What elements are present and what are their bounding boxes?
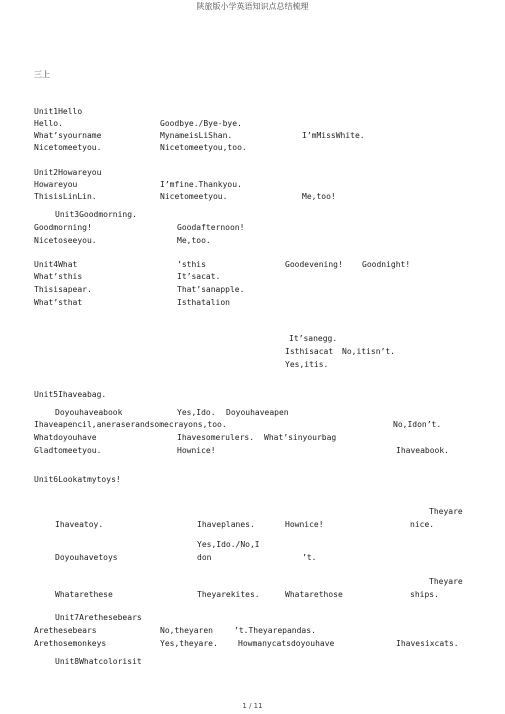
phrase: Gladtomeetyou. bbox=[34, 446, 102, 455]
unit-heading: Unit3Goodmorning. bbox=[55, 210, 137, 219]
phrase: What’sthis bbox=[34, 272, 83, 281]
phrase: It’sacat. bbox=[177, 272, 221, 281]
phrase: ’t. bbox=[302, 553, 317, 562]
phrase: I’mfine.Thankyou. bbox=[160, 180, 242, 189]
phrase: Isthisacat bbox=[285, 347, 334, 356]
phrase: Me,too. bbox=[177, 236, 211, 245]
phrase: ’t.Theyarepandas. bbox=[234, 626, 316, 635]
phrase: Arethesebears bbox=[34, 626, 97, 635]
phrase: What’sinyourbag bbox=[264, 433, 337, 442]
phrase: Yes,itis. bbox=[285, 360, 329, 369]
phrase: Nicetomeetyou. bbox=[160, 192, 228, 201]
phrase: Theyarekites. bbox=[197, 590, 260, 599]
phrase: Nicetomeetyou,too. bbox=[160, 143, 247, 152]
phrase: Whatdoyouhave bbox=[34, 433, 97, 442]
phrase: don bbox=[197, 553, 212, 562]
phrase: Nicetomeetyou. bbox=[34, 143, 102, 152]
phrase: What’syourname bbox=[34, 131, 102, 140]
phrase: Goodevening! bbox=[285, 260, 343, 269]
phrase: Isthatalion bbox=[177, 298, 230, 307]
phrase: ThisisLinLin. bbox=[34, 192, 97, 201]
phrase: Ihaveabook. bbox=[396, 446, 449, 455]
phrase: Goodbye./Bye-bye. bbox=[160, 119, 242, 128]
phrase: nice. bbox=[410, 520, 435, 529]
unit-heading: Unit5Ihaveabag. bbox=[34, 390, 107, 399]
phrase: What’sthat bbox=[34, 298, 83, 307]
page-number: 1 / 11 bbox=[242, 702, 263, 710]
phrase: Arethosemonkeys bbox=[34, 639, 107, 648]
phrase: Doyouhaveapen bbox=[226, 408, 289, 417]
phrase: Howmanycatsdoyouhave bbox=[238, 639, 335, 648]
phrase: Hownice! bbox=[285, 520, 324, 529]
phrase: Hello. bbox=[34, 119, 63, 128]
phrase: Whatarethese bbox=[55, 590, 113, 599]
phrase: Yes,theyare. bbox=[160, 639, 218, 648]
phrase: ships. bbox=[410, 590, 439, 599]
phrase: It’sanegg. bbox=[289, 334, 338, 343]
phrase: Ihaveplanes. bbox=[197, 520, 255, 529]
phrase: Thisisapear. bbox=[34, 285, 92, 294]
phrase: Whatarethose bbox=[285, 590, 343, 599]
phrase: Ihaveapencil,aneraserandsomecrayons,too. bbox=[34, 420, 227, 429]
phrase: No,theyaren bbox=[160, 626, 213, 635]
phrase: Nicetoseeyou. bbox=[34, 236, 97, 245]
phrase: Ihavesomerulers. bbox=[177, 433, 255, 442]
phrase: Me,too! bbox=[302, 192, 336, 201]
phrase: ’sthis bbox=[177, 260, 206, 269]
phrase: Yes,Ido./No,I bbox=[197, 540, 260, 549]
phrase: Doyouhaveabook bbox=[55, 408, 123, 417]
phrase: Goodnight! bbox=[362, 260, 411, 269]
phrase: Ihaveatoy. bbox=[55, 520, 104, 529]
section-title: 三上 bbox=[34, 70, 50, 79]
phrase: Goodmorning! bbox=[34, 223, 92, 232]
page-header: 陕旅版小学英语知识点总结梳理 bbox=[196, 2, 309, 11]
phrase: No,Idon’t. bbox=[393, 420, 442, 429]
unit-heading: Unit6Lookatmytoys! bbox=[34, 475, 121, 484]
phrase: Yes,Ido. bbox=[177, 408, 216, 417]
unit-heading: Unit4What bbox=[34, 260, 78, 269]
unit-heading: Unit1Hello bbox=[34, 107, 83, 116]
unit-heading: Unit7Arethesebears bbox=[55, 613, 142, 622]
phrase: Doyouhavetoys bbox=[55, 553, 118, 562]
phrase: I’mMissWhite. bbox=[302, 131, 365, 140]
phrase: Hownice! bbox=[177, 446, 216, 455]
phrase: Theyare bbox=[429, 507, 463, 516]
phrase: Ihavesixcats. bbox=[396, 639, 459, 648]
phrase: That’sanapple. bbox=[177, 285, 245, 294]
phrase: No,itisn’t. bbox=[342, 347, 395, 356]
unit-heading: Unit8Whatcolorisit bbox=[55, 657, 142, 666]
phrase: MynameisLiShan. bbox=[160, 131, 233, 140]
unit-heading: Unit2Howareyou bbox=[34, 168, 102, 177]
phrase: Goodafternoon! bbox=[177, 223, 245, 232]
phrase: Howareyou bbox=[34, 180, 78, 189]
phrase: Theyare bbox=[429, 577, 463, 586]
